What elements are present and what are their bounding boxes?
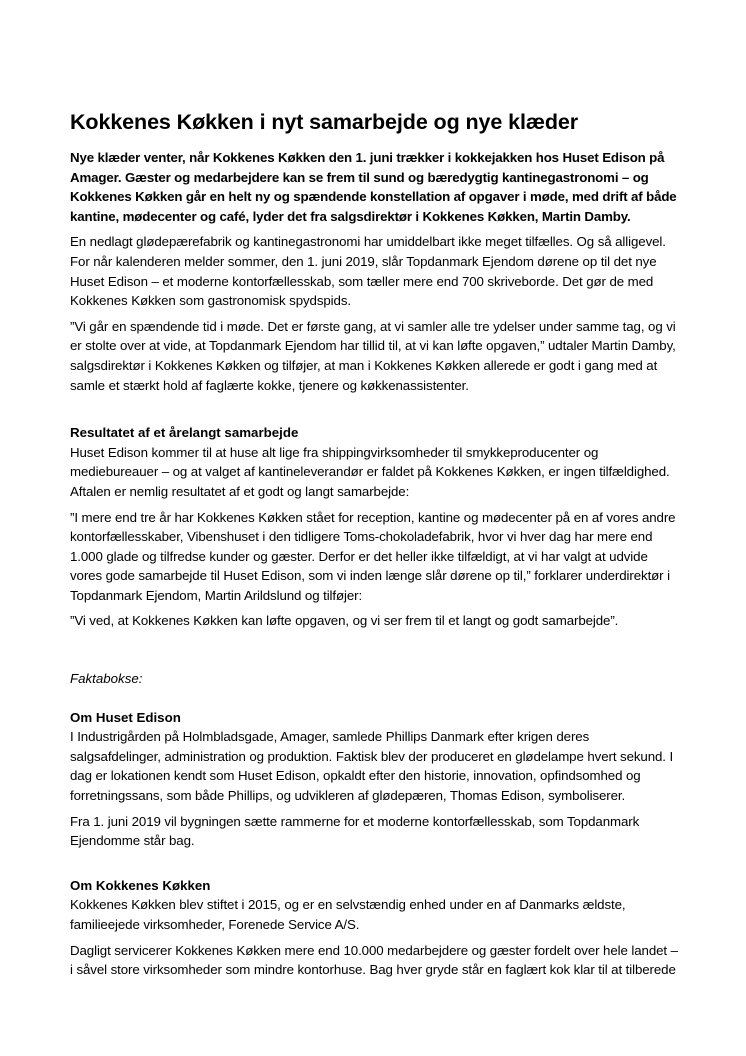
document-title: Kokkenes Køkken i nyt samarbejde og nye klæder bbox=[70, 110, 579, 134]
spacer bbox=[70, 689, 682, 708]
faktabokse-label: Faktabokse: bbox=[70, 671, 143, 687]
body-paragraph: En nedlagt glødepærefabrik og kantinegastronomi har umiddelbart ikke meget tilfælles. Og så alligevel. For når kalenderen melder sommer, den 1. juni 2019, slår Topdanmark Ejendom dørene op til det nye Huset Edison – et moderne kontorfællesskab, som tæller mere end 700 skriveborde. Det gør de med Kokkenes Køkken som gastronomisk spydspids. bbox=[70, 234, 666, 309]
fact-paragraph: Fra 1. juni 2019 vil bygningen sætte rammerne for et moderne kontorfællesskab, som Topdanmark Ejendomme står bag. bbox=[70, 813, 640, 849]
quote-paragraph: ”I mere end tre år har Kokkenes Køkken stået for reception, kantine og mødecenter på en af vores andre kontorfællesskaber, Vibenshuset i den tidligere Toms-chokoladefabrik, hvor vi hver dag har mere end 1.000 glade og tilfredse kunder og gæster. Derfor er det heller ikke tilfældigt, at vi har valgt at udvide vores gode samarbejde til Huset Edison, som vi inden længe slår dørene op til,” forklarer underdirektør i Topdanmark Ejendom, Martin Arildslund og tilføjer: bbox=[70, 509, 676, 603]
spacer bbox=[70, 637, 682, 669]
document-body bbox=[70, 108, 682, 986]
lead-paragraph: Nye klæder venter, når Kokkenes Køkken den 1. juni trækker i kokkejakken hos Huset Edison på Amager. Gæster og medarbejdere kan se frem til sund og bæredygtig kantinegastronomi – og Kokkenes Køkken går en helt ny og spændende konstellation af opgaver i møde, med drift af både kantine, mødecenter og café, lyder det fra salgsdirektør i Kokkenes Køkken, Martin Damby. bbox=[70, 150, 677, 224]
fact-paragraph: I Industrigården på Holmbladsgade, Amager, samlede Phillips Danmark efter krigen deres salgsafdelinger, administration og produktion. Faktisk blev der produceret en glødelampe hvert sekund. I dag er lokationen kendt som Huset Edison, opkaldt efter den historie, innovation, opfindsomhed og forretningssans, som både Phillips, og udvikleren af glødepæren, Thomas Edison, symboliserer. bbox=[70, 729, 674, 804]
body-paragraph: ”Vi går en spændende tid i møde. Det er første gang, at vi samler alle tre ydelser under samme tag, og vi er stolte over at vide, at Topdanmark Ejendom har tillid til, at vi kan løfte opgaven,” udtaler Martin Damby, salgsdirektør i Kokkenes Køkken og tilføjer, at man i Kokkenes Køkken allerede er godt i gang med at samle et stærkt hold af faglærte kokke, tjenere og køkkenassistenter. bbox=[70, 318, 676, 393]
spacer bbox=[70, 401, 682, 423]
fact-heading: Om Huset Edison bbox=[70, 709, 181, 725]
fact-heading: Om Kokkenes Køkken bbox=[70, 877, 211, 893]
body-paragraph: Huset Edison kommer til at huse alt lige fra shippingvirksomheder til smykkeproducenter og mediebureauer – og at valget af kantineleverandør er faldet på Kokkenes Køkken, er ingen tilfældighed. Aftalen er nemlig resultatet af et godt og langt samarbejde: bbox=[70, 444, 670, 499]
fact-paragraph: Kokkenes Køkken blev stiftet i 2015, og er en selvstændig enhed under en af Danmarks ældste, familieejede virksomheder, Forenede Service A/S. bbox=[70, 897, 626, 932]
section-heading: Resultatet af et årelangt samarbejde bbox=[70, 425, 299, 441]
fact-paragraph: Dagligt servicerer Kokkenes Køkken mere end 10.000 medarbejdere og gæster fordelt over hele landet – i såvel store virksomheder som mindre kontorhuse. Bag hver gryde står en faglært kok klar til at tilberede bbox=[70, 942, 678, 978]
spacer bbox=[70, 857, 682, 876]
quote-paragraph: ”Vi ved, at Kokkenes Køkken kan løfte opgaven, og vi ser frem til et langt og godt samarbejde”. bbox=[70, 613, 619, 629]
